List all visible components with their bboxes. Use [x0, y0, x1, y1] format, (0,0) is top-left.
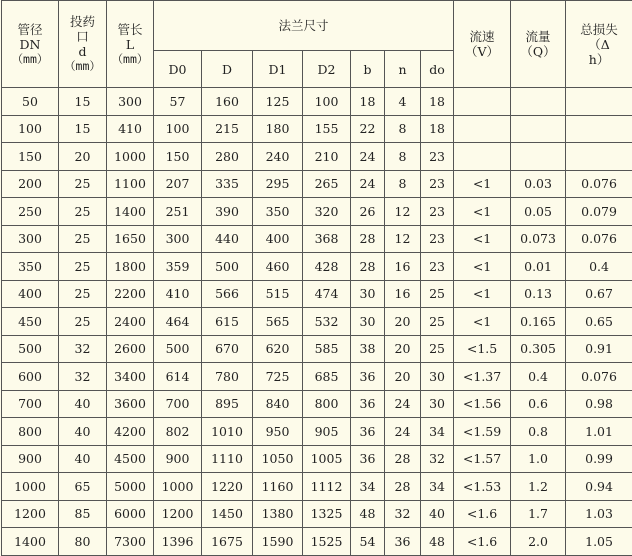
table-cell: 1675: [202, 528, 253, 556]
table-cell: 40: [59, 390, 107, 418]
table-cell: 1005: [303, 445, 351, 473]
table-cell: 20: [385, 335, 421, 363]
table-cell: 780: [202, 363, 253, 391]
table-cell: <1: [454, 308, 511, 336]
table-cell: 280: [202, 143, 253, 171]
table-cell: 12: [385, 225, 421, 253]
table-cell: 0.13: [511, 280, 566, 308]
table-cell: 12: [385, 198, 421, 226]
table-cell: 0.91: [566, 335, 632, 363]
table-cell: 0.03: [511, 170, 566, 198]
table-cell: 200: [2, 170, 59, 198]
table-cell: 0.99: [566, 445, 632, 473]
table-cell: 100: [2, 115, 59, 143]
table-cell: 32: [385, 500, 421, 528]
table-cell: 2200: [107, 280, 154, 308]
table-row: [2, 473, 632, 501]
table-cell: 585: [303, 335, 351, 363]
table-cell: 1.03: [566, 500, 632, 528]
table-row: [2, 308, 632, 336]
table-cell: 150: [154, 143, 202, 171]
table-cell: 38: [351, 335, 385, 363]
table-row: [2, 390, 632, 418]
table-cell: 24: [385, 418, 421, 446]
table-cell: 300: [107, 88, 154, 116]
table-cell: 0.305: [511, 335, 566, 363]
table-cell: 8: [385, 170, 421, 198]
table-cell: 1100: [107, 170, 154, 198]
table-cell: 0.8: [511, 418, 566, 446]
table-cell: <1: [454, 280, 511, 308]
table-cell: 500: [202, 253, 253, 281]
table-cell: 1.2: [511, 473, 566, 501]
table-cell: 8: [385, 143, 421, 171]
table-cell: 40: [59, 445, 107, 473]
table-cell: 32: [59, 335, 107, 363]
table-cell: 1380: [253, 500, 303, 528]
table-cell: 210: [303, 143, 351, 171]
table-row: [2, 170, 632, 198]
table-cell: 1650: [107, 225, 154, 253]
table-cell: <1.6: [454, 528, 511, 556]
table-row: [2, 198, 632, 226]
table-cell: <1.59: [454, 418, 511, 446]
table-cell: 1800: [107, 253, 154, 281]
table-cell: 25: [59, 308, 107, 336]
table-cell: 40: [59, 418, 107, 446]
table-cell: 30: [351, 280, 385, 308]
table-cell: 18: [421, 115, 454, 143]
table-cell: 36: [351, 363, 385, 391]
table-cell: 295: [253, 170, 303, 198]
table-cell: 300: [2, 225, 59, 253]
table-cell: 359: [154, 253, 202, 281]
header-b: b: [351, 51, 385, 88]
table-cell: 1.0: [511, 445, 566, 473]
table-cell: 0.4: [511, 363, 566, 391]
table-cell: 36: [351, 418, 385, 446]
table-cell: 1325: [303, 500, 351, 528]
table-cell: 20: [385, 308, 421, 336]
table-cell: 840: [253, 390, 303, 418]
table-cell: 4200: [107, 418, 154, 446]
table-cell: 0.01: [511, 253, 566, 281]
table-cell: 0.94: [566, 473, 632, 501]
table-cell: 50: [2, 88, 59, 116]
table-cell: 950: [253, 418, 303, 446]
table-cell: 25: [421, 335, 454, 363]
table-cell: 65: [59, 473, 107, 501]
table-cell: 30: [421, 363, 454, 391]
table-cell: [454, 88, 511, 116]
table-cell: 440: [202, 225, 253, 253]
table-cell: [511, 115, 566, 143]
table-cell: 215: [202, 115, 253, 143]
table-row: [2, 280, 632, 308]
table-cell: 22: [351, 115, 385, 143]
header-d2: D2: [303, 51, 351, 88]
table-cell: 15: [59, 88, 107, 116]
table-cell: 600: [2, 363, 59, 391]
table-cell: 368: [303, 225, 351, 253]
table-cell: 48: [351, 500, 385, 528]
table-cell: 100: [303, 88, 351, 116]
table-cell: 500: [2, 335, 59, 363]
table-cell: 800: [2, 418, 59, 446]
table-cell: 25: [421, 280, 454, 308]
table-cell: 725: [253, 363, 303, 391]
table-cell: 25: [59, 198, 107, 226]
table-cell: 0.076: [566, 170, 632, 198]
table-cell: 410: [154, 280, 202, 308]
table-cell: 350: [2, 253, 59, 281]
table-cell: 25: [59, 280, 107, 308]
table-cell: <1.5: [454, 335, 511, 363]
table-cell: 0.98: [566, 390, 632, 418]
table-cell: 80: [59, 528, 107, 556]
table-cell: 700: [2, 390, 59, 418]
header-dose-port: 投药 口 d （mm）: [59, 1, 107, 88]
table-row: [2, 115, 632, 143]
table-cell: 57: [154, 88, 202, 116]
table-cell: 54: [351, 528, 385, 556]
table-cell: 450: [2, 308, 59, 336]
table-cell: 900: [2, 445, 59, 473]
table-cell: [454, 143, 511, 171]
table-cell: 30: [421, 390, 454, 418]
header-d1: D1: [253, 51, 303, 88]
table-cell: 1525: [303, 528, 351, 556]
table-cell: 26: [351, 198, 385, 226]
table-row: [2, 225, 632, 253]
table-cell: 32: [421, 445, 454, 473]
table-cell: 460: [253, 253, 303, 281]
table-cell: 566: [202, 280, 253, 308]
table-cell: 900: [154, 445, 202, 473]
table-row: [2, 418, 632, 446]
table-cell: 34: [351, 473, 385, 501]
table-cell: 2400: [107, 308, 154, 336]
header-length: 管长 L （mm）: [107, 1, 154, 88]
table-cell: 48: [421, 528, 454, 556]
table-row: [2, 445, 632, 473]
table-cell: 1112: [303, 473, 351, 501]
table-cell: 2.0: [511, 528, 566, 556]
table-cell: 24: [385, 390, 421, 418]
header-do: do: [421, 51, 454, 88]
table-cell: 23: [421, 225, 454, 253]
table-cell: 23: [421, 143, 454, 171]
table-cell: 615: [202, 308, 253, 336]
table-cell: 28: [351, 225, 385, 253]
table-cell: 474: [303, 280, 351, 308]
table-cell: 0.4: [566, 253, 632, 281]
table-cell: 28: [351, 253, 385, 281]
table-cell: 700: [154, 390, 202, 418]
table-cell: 20: [385, 363, 421, 391]
table-cell: 36: [351, 390, 385, 418]
table-cell: 390: [202, 198, 253, 226]
table-cell: 5000: [107, 473, 154, 501]
table-cell: 800: [303, 390, 351, 418]
table-cell: 25: [59, 253, 107, 281]
table-cell: 1000: [107, 143, 154, 171]
table-cell: 251: [154, 198, 202, 226]
header-d0: D0: [154, 51, 202, 88]
table-cell: 16: [385, 253, 421, 281]
table-cell: 620: [253, 335, 303, 363]
table-cell: 410: [107, 115, 154, 143]
table-cell: 895: [202, 390, 253, 418]
table-row: [2, 528, 632, 556]
table-cell: [566, 143, 632, 171]
table-cell: 685: [303, 363, 351, 391]
table-cell: 28: [385, 445, 421, 473]
table-cell: 1160: [253, 473, 303, 501]
table-cell: 428: [303, 253, 351, 281]
pipe-spec-table: [1, 0, 632, 556]
table-cell: 2600: [107, 335, 154, 363]
table-cell: <1: [454, 198, 511, 226]
table-cell: 802: [154, 418, 202, 446]
table-cell: 25: [59, 170, 107, 198]
table-cell: 28: [385, 473, 421, 501]
table-cell: 614: [154, 363, 202, 391]
table-cell: <1.6: [454, 500, 511, 528]
table-cell: 240: [253, 143, 303, 171]
table-cell: 23: [421, 253, 454, 281]
table-cell: <1.37: [454, 363, 511, 391]
table-cell: 7300: [107, 528, 154, 556]
table-cell: <1.57: [454, 445, 511, 473]
table-cell: 0.65: [566, 308, 632, 336]
table-cell: [454, 115, 511, 143]
table-cell: 25: [421, 308, 454, 336]
table-cell: [566, 88, 632, 116]
table-cell: <1: [454, 253, 511, 281]
table-row: [2, 500, 632, 528]
table-cell: 1396: [154, 528, 202, 556]
table-row: [2, 143, 632, 171]
table-cell: 16: [385, 280, 421, 308]
table-cell: 0.6: [511, 390, 566, 418]
table-cell: 150: [2, 143, 59, 171]
table-cell: 400: [253, 225, 303, 253]
table-cell: 100: [154, 115, 202, 143]
table-cell: [511, 143, 566, 171]
table-row: [2, 88, 632, 116]
table-cell: 15: [59, 115, 107, 143]
table-cell: 320: [303, 198, 351, 226]
table-cell: 0.67: [566, 280, 632, 308]
table-cell: 25: [59, 225, 107, 253]
table-cell: 1050: [253, 445, 303, 473]
table-cell: 3400: [107, 363, 154, 391]
table-cell: <1.56: [454, 390, 511, 418]
table-cell: 32: [59, 363, 107, 391]
table-cell: 1200: [154, 500, 202, 528]
table-cell: 565: [253, 308, 303, 336]
table-cell: 23: [421, 170, 454, 198]
table-row: [2, 253, 632, 281]
table-cell: <1: [454, 225, 511, 253]
table-cell: 0.165: [511, 308, 566, 336]
header-dn: 管径 DN （mm）: [2, 1, 59, 88]
table-cell: 18: [421, 88, 454, 116]
table-cell: 20: [59, 143, 107, 171]
table-cell: <1.53: [454, 473, 511, 501]
table-cell: 1200: [2, 500, 59, 528]
table-cell: 6000: [107, 500, 154, 528]
table-cell: 532: [303, 308, 351, 336]
header-loss: 总损失 （Δ h）: [566, 1, 632, 88]
table-cell: 24: [351, 170, 385, 198]
table-cell: 0.076: [566, 225, 632, 253]
table-cell: 1400: [2, 528, 59, 556]
table-cell: 464: [154, 308, 202, 336]
table-cell: 1010: [202, 418, 253, 446]
table-cell: 0.079: [566, 198, 632, 226]
table-cell: 0.076: [566, 363, 632, 391]
table-cell: 670: [202, 335, 253, 363]
table-cell: 207: [154, 170, 202, 198]
header-d: D: [202, 51, 253, 88]
table-cell: 4: [385, 88, 421, 116]
table-cell: 1000: [154, 473, 202, 501]
table-cell: 36: [351, 445, 385, 473]
table-cell: 155: [303, 115, 351, 143]
table-cell: 24: [351, 143, 385, 171]
header-velocity: 流速 （V）: [454, 1, 511, 88]
table-cell: 1.7: [511, 500, 566, 528]
header-n: n: [385, 51, 421, 88]
table-cell: 250: [2, 198, 59, 226]
table-cell: 1.05: [566, 528, 632, 556]
table-cell: 0.073: [511, 225, 566, 253]
table-cell: 1450: [202, 500, 253, 528]
table-cell: 1590: [253, 528, 303, 556]
table-cell: 180: [253, 115, 303, 143]
table-cell: [511, 88, 566, 116]
table-cell: 3600: [107, 390, 154, 418]
table-row: [2, 335, 632, 363]
table-cell: 335: [202, 170, 253, 198]
table-cell: 125: [253, 88, 303, 116]
table-cell: 34: [421, 418, 454, 446]
table-cell: 30: [351, 308, 385, 336]
table-cell: 1400: [107, 198, 154, 226]
table-cell: 85: [59, 500, 107, 528]
table-cell: 1.01: [566, 418, 632, 446]
table-cell: 160: [202, 88, 253, 116]
table-cell: 1000: [2, 473, 59, 501]
table-cell: 500: [154, 335, 202, 363]
table-cell: 350: [253, 198, 303, 226]
header-flange: 法兰尺寸: [154, 1, 454, 51]
table-cell: 1110: [202, 445, 253, 473]
table-cell: 265: [303, 170, 351, 198]
table-cell: 34: [421, 473, 454, 501]
table-cell: <1: [454, 170, 511, 198]
table-body: [2, 88, 632, 556]
table-cell: 1220: [202, 473, 253, 501]
table-cell: 515: [253, 280, 303, 308]
table-cell: 0.05: [511, 198, 566, 226]
table-cell: 18: [351, 88, 385, 116]
header-flow: 流量 （Q）: [511, 1, 566, 88]
table-cell: 905: [303, 418, 351, 446]
table-cell: [566, 115, 632, 143]
table-cell: 36: [385, 528, 421, 556]
table-cell: 4500: [107, 445, 154, 473]
table-cell: 400: [2, 280, 59, 308]
table-cell: 23: [421, 198, 454, 226]
table-cell: 8: [385, 115, 421, 143]
table-cell: 300: [154, 225, 202, 253]
table-row: [2, 363, 632, 391]
table-cell: 40: [421, 500, 454, 528]
